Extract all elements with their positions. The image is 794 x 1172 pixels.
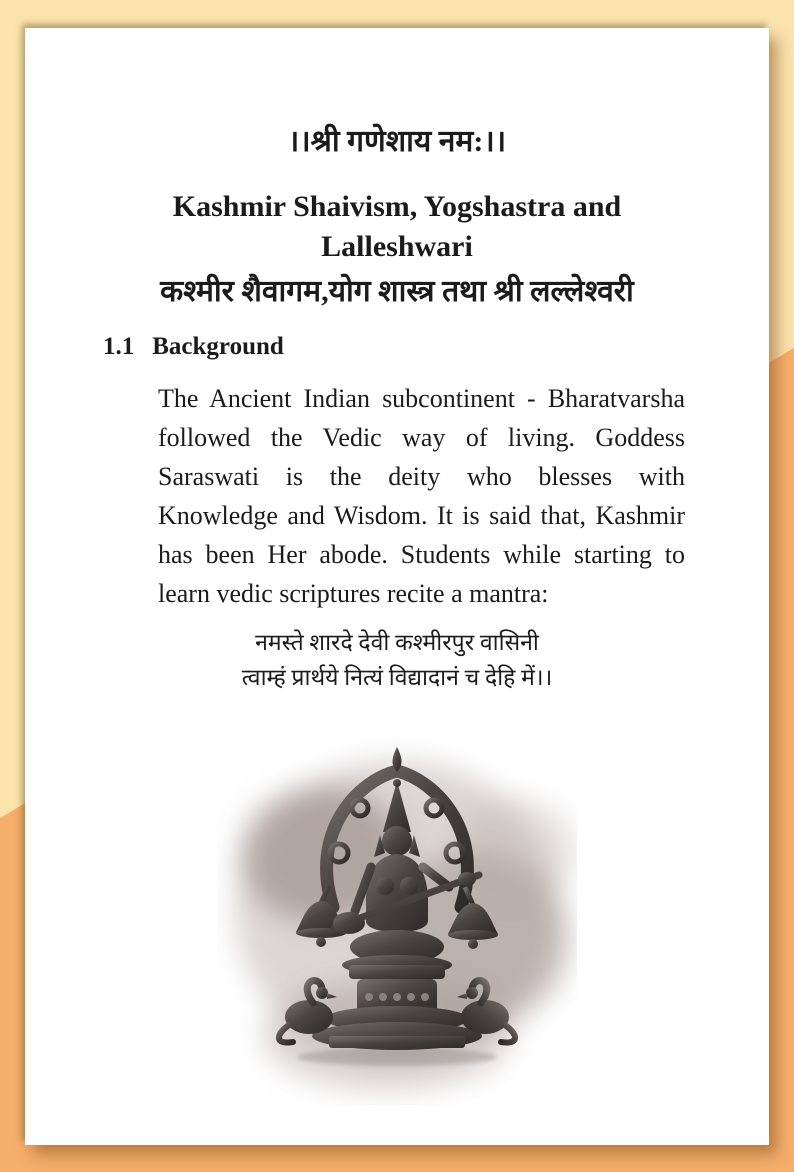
- ground-shadow: [297, 1048, 497, 1066]
- chapter-title-english: [25, 187, 769, 267]
- invocation-shloka: ।।श्री गणेशाय नम:।।: [287, 125, 507, 158]
- book-page: [25, 28, 769, 1145]
- section-heading: [103, 331, 769, 363]
- section-number: 1.1: [103, 333, 135, 360]
- section-title: Background: [152, 333, 284, 360]
- mantra-line2: त्वाम्हं प्रार्थये नित्यं विद्यादानं च देहि में।।: [241, 665, 553, 690]
- body-paragraph: The Ancient Indian subcontinent - Bharatvarsha followed the Vedic way of living. Goddess Saraswati is the deity who blesses with Knowledge and Wisdom. It is said that, Kashmir has been Her abode. Students while starting to learn vedic scriptures recite a mantra:: [158, 384, 685, 608]
- chapter-title-hindi: कश्मीर शैवागम,योग शास्त्र तथा श्री लल्लेश्वरी: [160, 275, 634, 308]
- chapter-title-line1: Kashmir Shaivism, Yogshastra and: [172, 190, 622, 223]
- saraswati-statue-image: [217, 735, 577, 1105]
- mantra-verse: [25, 625, 769, 695]
- saraswati-statue-graphic: [217, 735, 577, 1105]
- mantra-line1: नमस्ते शारदे देवी कश्मीरपुर वासिनी: [255, 630, 539, 655]
- chapter-title-line2: Lalleshwari: [321, 230, 473, 263]
